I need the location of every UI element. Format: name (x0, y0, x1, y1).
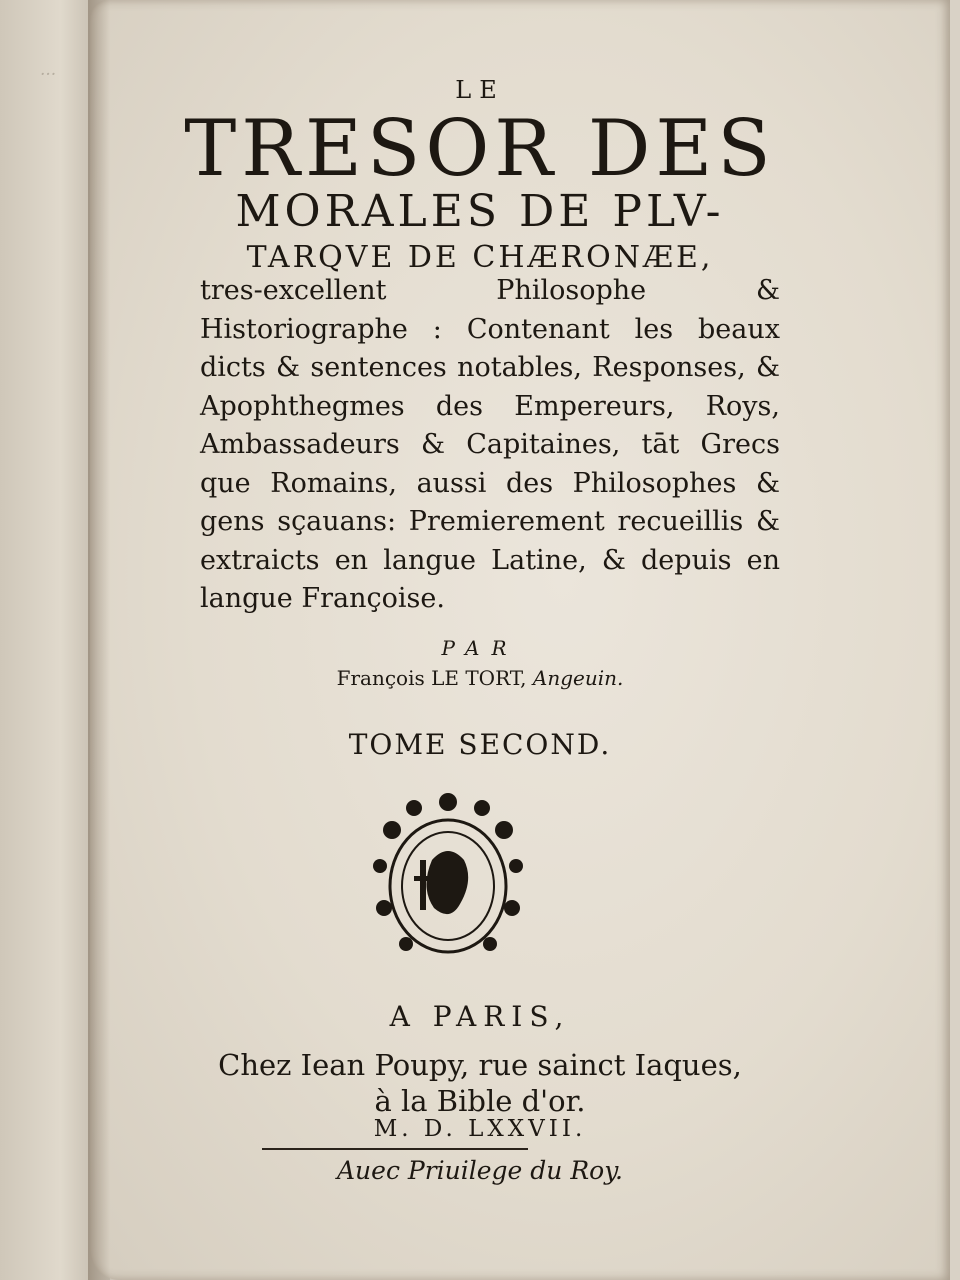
title-line-2: MORALES DE PLV- (235, 186, 725, 237)
author-line (0, 666, 960, 690)
royal-privilege: Auec Priuilege du Roy. (337, 1156, 623, 1185)
publication-year: M. D. LXXVII. (373, 1116, 587, 1142)
author-name: François LE TORT, (336, 666, 527, 690)
title-article: LE (455, 76, 505, 104)
by-line-label: PAR (441, 636, 519, 660)
title-line-1: TRESOR DES (184, 104, 776, 194)
volume-label: TOME SECOND. (348, 728, 612, 761)
printer-device-emblem (362, 790, 534, 962)
author-origin: Angeuin. (532, 666, 624, 690)
title-description: tres-excellent Philosophe & Historiographe : Contenant les beaux dicts & sentences notables, Responses, & Apophthegmes des Empereurs, Roys, Ambassadeurs & Capitaines, tāt Grecs que Romains, aussi des Philosophes & gens sçauans: Premierement recueillis & extraicts en langue Latine, & depuis en langue Françoise. (200, 275, 780, 614)
year-underline-rule (262, 1148, 528, 1150)
publisher-line-1: Chez Iean Poupy, rue sainct Iaques, (218, 1048, 742, 1082)
title-line-3: TARQVE DE CHÆRONÆE, (246, 240, 714, 275)
bleed-through-text: ... (40, 60, 57, 80)
publisher-line-2: à la Bible d'or. (374, 1084, 586, 1118)
imprint-place: A PARIS, (389, 1000, 571, 1033)
